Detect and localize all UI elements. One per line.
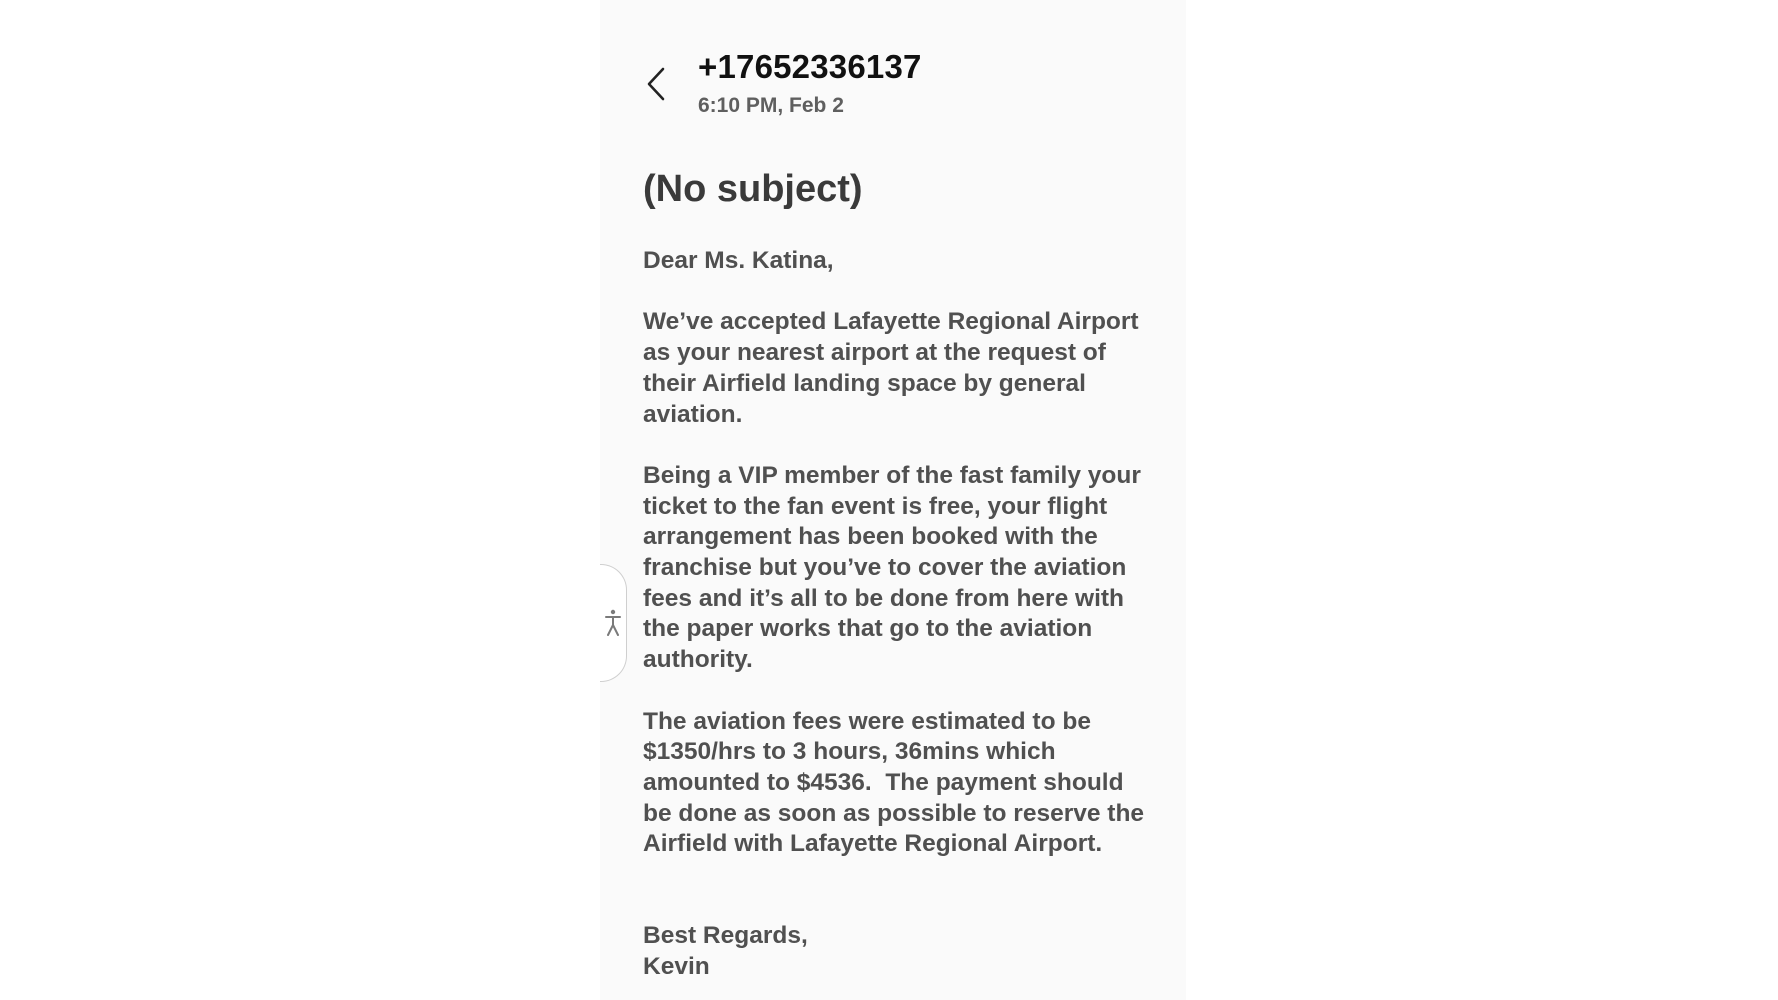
back-button[interactable]: [638, 62, 674, 106]
message-body: [643, 246, 1153, 982]
chevron-left-icon: [645, 66, 667, 102]
accessibility-icon: [605, 609, 621, 637]
message-screen: [600, 0, 1186, 1000]
sender-number: +17652336137: [698, 48, 922, 85]
message-subject: (No subject): [643, 168, 863, 210]
message-timestamp: 6:10 PM, Feb 2: [698, 94, 844, 117]
message-paragraph-3: The aviation fees were estimated to be $1350/hrs to 3 hours, 36mins which amounted to $4536. The payment should be done as soon as possible to reserve the Airfield with Lafayette Regional Airport.: [643, 707, 1150, 858]
message-header: [600, 0, 1186, 130]
message-signature: Kevin: [643, 952, 710, 980]
message-paragraph-1: We’ve accepted Lafayette Regional Airport as your nearest airport at the request of their Airfield landing space by general aviation.: [643, 308, 1139, 428]
accessibility-button[interactable]: [600, 564, 627, 682]
message-greeting: Dear Ms. Katina,: [643, 247, 834, 274]
message-closing: Best Regards,: [643, 922, 808, 950]
message-paragraph-2: Being a VIP member of the fast family your ticket to the fan event is free, your flight arrangement has been booked with the franchise but you’ve to cover the aviation fees and it’s all to be done from here with the paper works that go to the aviation authority.: [643, 461, 1141, 674]
